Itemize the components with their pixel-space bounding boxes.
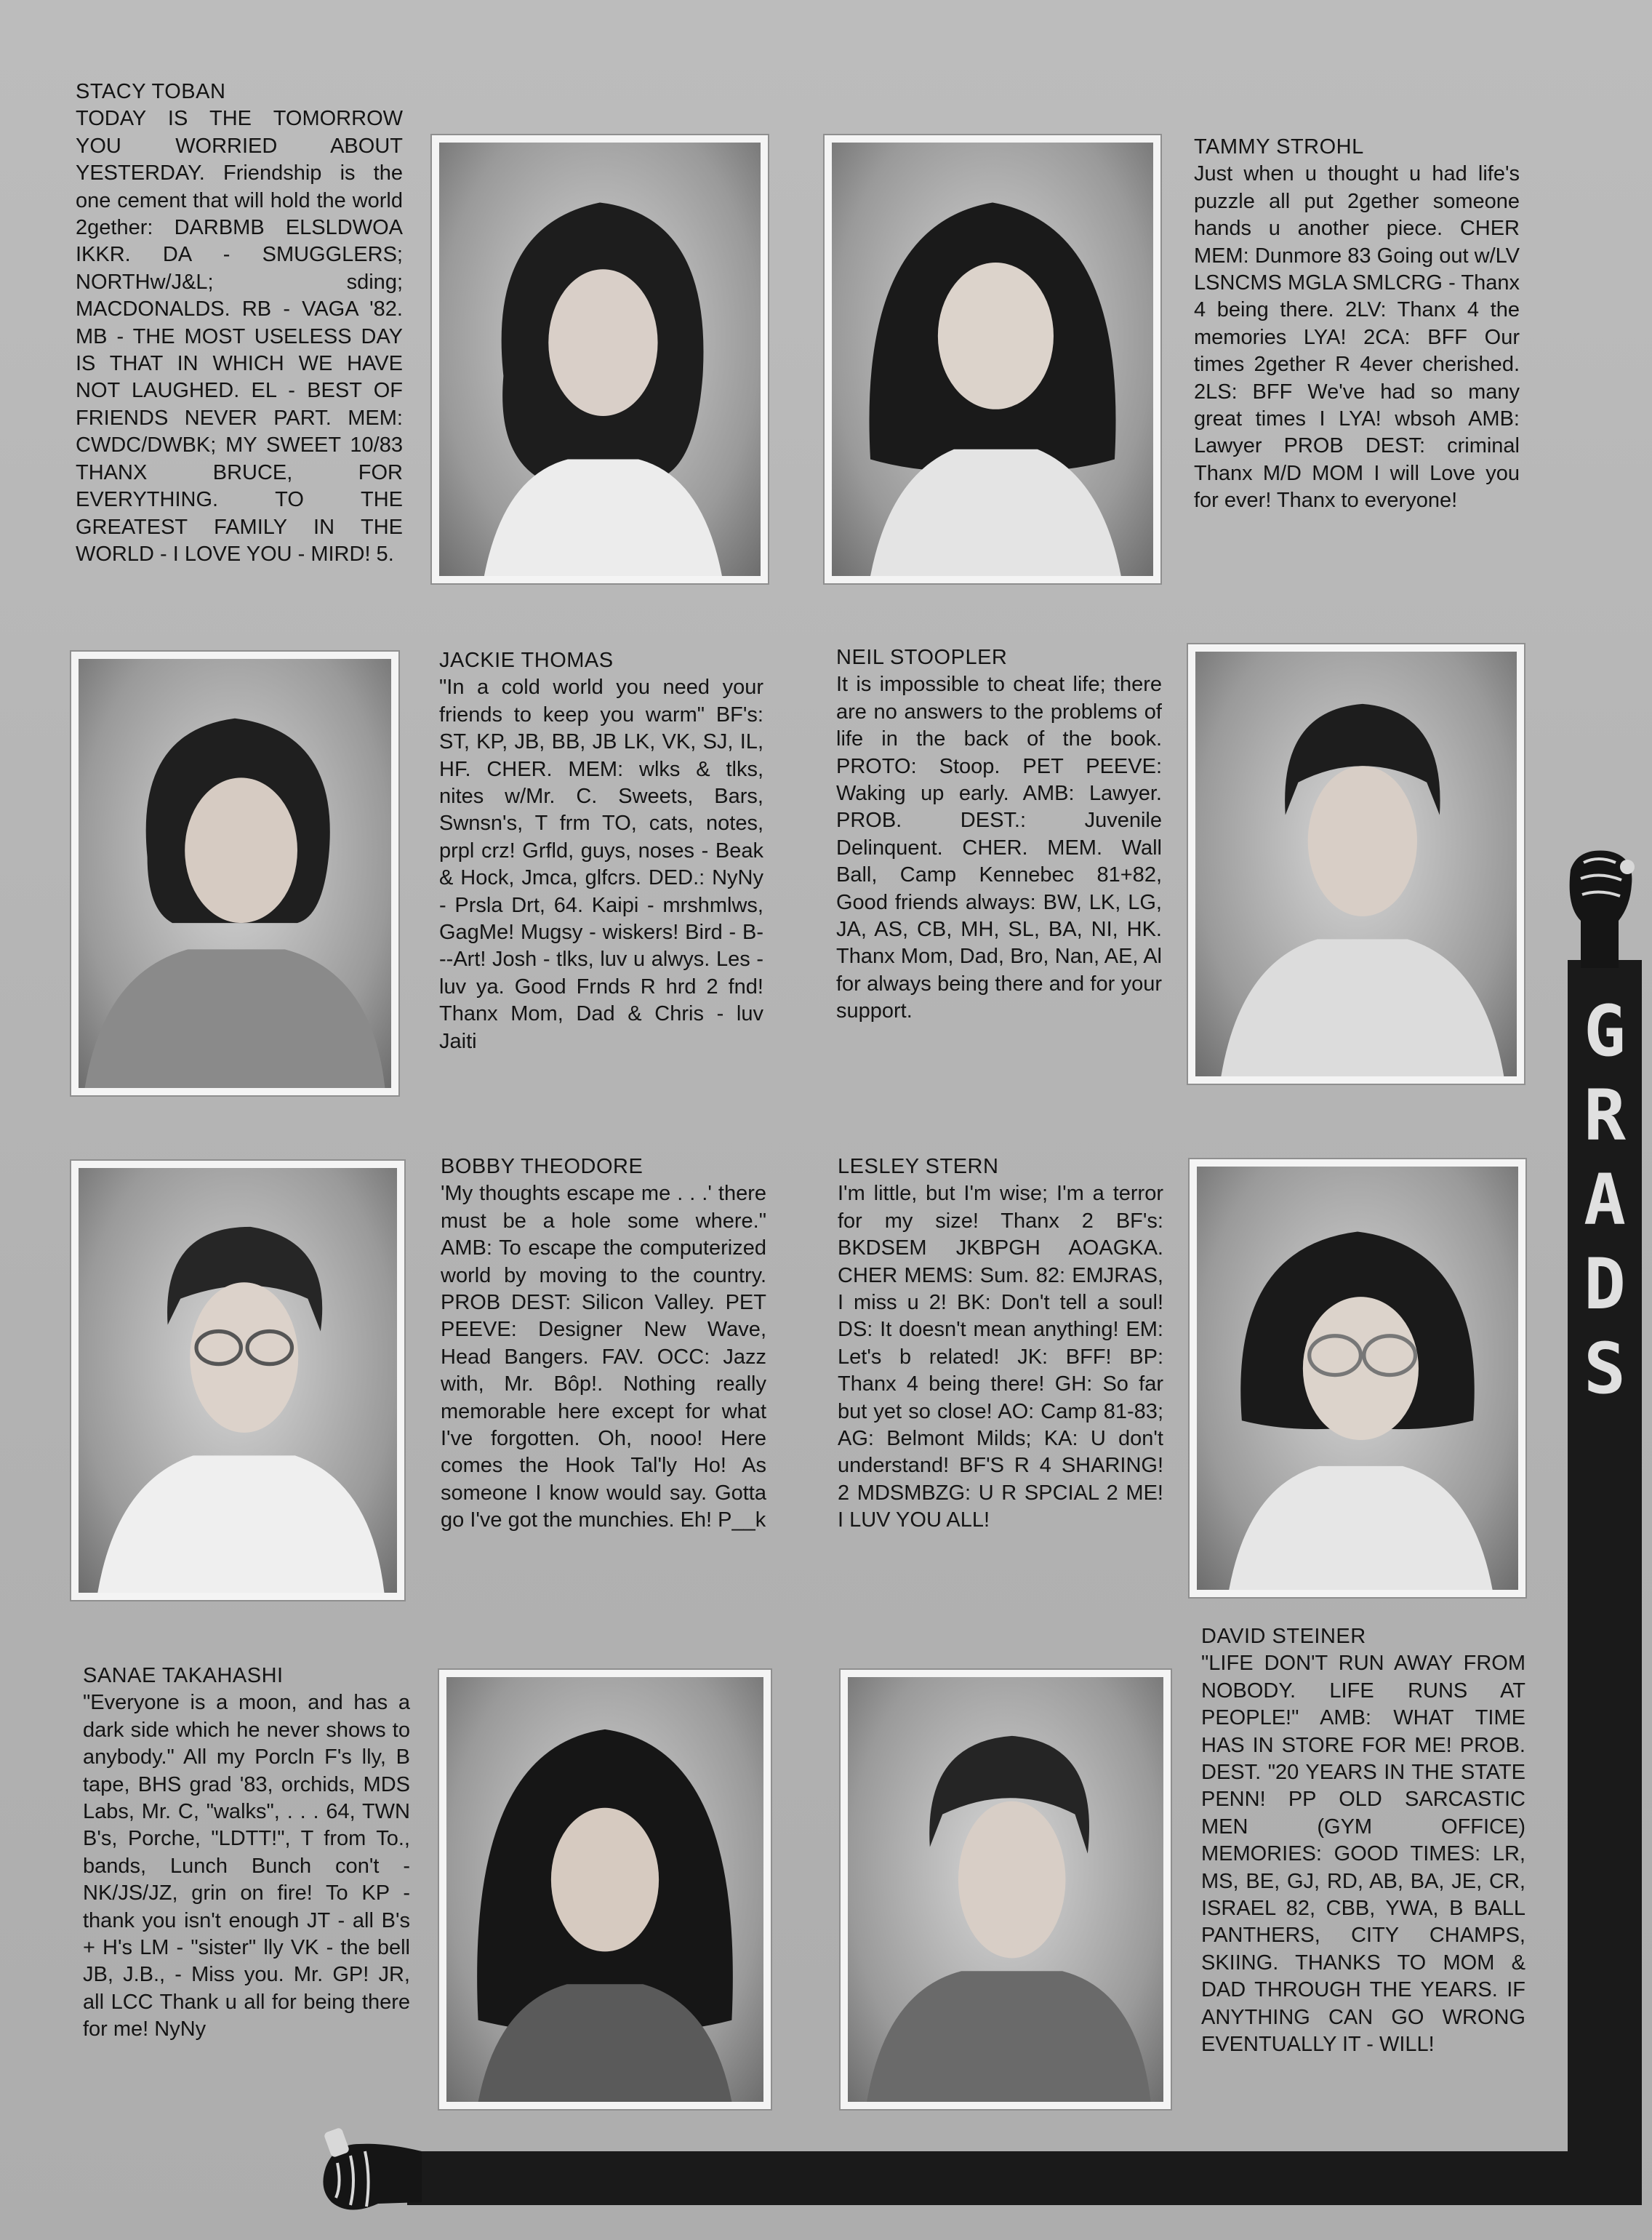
portrait-lesley-stern <box>1190 1159 1525 1597</box>
student-bio: TODAY IS THE TOMORROW YOU WORRIED ABOUT YESTERDAY. Friendship is the one cement that will hold the world 2gether: DARBMB ELSLDWOA IKKR. DA - SMUGGLERS; NORTHw/J&L; sding; MACDONALDS. RB - VAGA '82. MB - THE MOST USELESS DAY IS THAT IN WHICH WE HAVE NOT LAUGHED. EL - BEST OF FRIENDS NEVER PART. MEM: CWDC/DWBK; MY SWEET 10/83 THANX BRUCE, FOR EVERYTHING. TO THE GREATEST FAMILY IN THE WORLD - I LOVE YOU - MIRD! 5. <box>76 107 403 566</box>
student-name: DAVID STEINER <box>1201 1625 1366 1648</box>
student-bio: "In a cold world you need your friends to keep you warm" BF's: ST, KP, JB, BB, JB LK, VK, SJ, IL, HF. CHER. MEM: wlks & tlks, nites w/Mr. C. Sweets, Bars, Swnsn's, T frm TO, cats, notes, prpl crz! Grfld, guys, noses - Beak & Hock, Jmca, glfcrs. DED.: NyNy - Prsla Drt, 64. Kaipi - mrshmlws, GagMe! Mugsy - wiskers! Bird - B---Art! Josh - tlks, luv u alwys. Les - luv ya. Good Frnds R hrd 2 fnd! Thanx Mom, Dad & Chris - luv Jaiti <box>439 676 763 1053</box>
portrait-stacy-toban <box>432 135 768 583</box>
portrait-neil-stoopler <box>1188 644 1524 1084</box>
student-entry-bobby-theodore <box>441 1153 766 1535</box>
portrait-jackie-thomas <box>71 652 398 1095</box>
student-bio: "LIFE DON'T RUN AWAY FROM NOBODY. LIFE RUNS AT PEOPLE!" AMB: WHAT TIME HAS IN STORE FOR ME! PROB. DEST. "20 YEARS IN THE STATE PENN! PP OLD SARCASTIC MEN (GYM OFFICE) MEMORIES: GOOD TIMES: LR, MS, BE, GJ, RD, AB, BA, JE, CR, ISRAEL 82, CBB, YWA, B BALL PANTHERS, CITY CHAMPS, SKIING. THANKS TO MOM & DAD THROUGH THE YEARS. IF ANYTHING CAN GO WRONG EVENTUALLY IT - WILL! <box>1201 1652 1525 2057</box>
grads-banner-horizontal <box>407 2151 1642 2205</box>
banner-letter: G <box>1584 991 1626 1072</box>
student-entry-lesley-stern <box>838 1153 1163 1535</box>
student-entry-tammy-strohl <box>1194 134 1520 515</box>
student-entry-sanae-takahashi <box>83 1663 410 2044</box>
banner-letter: S <box>1584 1328 1626 1409</box>
portrait-sanae-takahashi <box>439 1670 771 2109</box>
student-name: NEIL STOOPLER <box>836 646 1008 669</box>
student-bio: "Everyone is a moon, and has a dark side which he never shows to anybody." All my Porcln F's lly, B tape, BHS grad '83, orchids, MDS Labs, Mr. C, "walks", . . . 64, TWN B's, Porche, "LDTT!", T from To., bands, Lunch Bunch con't - NK/JS/JZ, grin on fire! To KP - thank you isn't enough JT - all B's + H's LM - "sister" lly VK - the bell JB, J.B., - Miss you. Mr. GP! JR, all LCC Thank u all for being there for me! NyNy <box>83 1691 410 2041</box>
student-bio: I'm little, but I'm wise; I'm a terror for my size! Thanx 2 BF's: BKDSEM JKBPGH AOAGKA. CHER MEMS: Sum. 82: EMJRAS, I miss u 2! BK: Don't tell a soul! DS: It doesn't mean anything! EM: Let's b related! JK: BFF! BP: Thanx 4 being there! GH: So far but yet so close! AO: Camp 81-83; AG: Belmont Milds; KA: U don't understand! BF'S R 4 SHARING! 2 MDSMBZG: U R SPCIAL 2 ME! I LUV YOU ALL! <box>838 1182 1163 1532</box>
student-name: SANAE TAKAHASHI <box>83 1664 284 1687</box>
student-name: BOBBY THEODORE <box>441 1155 643 1178</box>
banner-letter: A <box>1584 1159 1626 1241</box>
banner-letter: R <box>1584 1075 1626 1156</box>
hand-icon <box>1549 841 1651 972</box>
portrait-tammy-strohl <box>825 135 1160 583</box>
student-bio: Just when u thought u had life's puzzle all put 2gether someone hands u another piece. CHER MEM: Dunmore 83 Going out w/LV LSNCMS MGLA SMLCRG - Thanx 4 being there. 2LV: Thanx 4 the memories LYA! 2CA: BFF Our times 2gether R 4ever cherished. 2LS: BFF We've had so many great times I LYA! wbsoh AMB: Lawyer PROB DEST: criminal Thanx M/D MOM I will Love you for ever! Thanx to everyone! <box>1194 162 1520 513</box>
portrait-david-steiner <box>841 1670 1171 2109</box>
student-bio: It is impossible to cheat life; there are no answers to the problems of life in the back of the book. PROTO: Stoop. PET PEEVE: Waking up early. AMB: Lawyer. PROB. DEST.: Juvenile Delinquent. CHER. MEM. Wall Ball, Camp Kennebec 81+82, Good friends always: BW, LK, LG, JA, AS, CB, MH, SL, BA, NI, HK. Thanx Mom, Dad, Bro, Nan, AE, Al for always being there and for your support. <box>836 673 1162 1023</box>
student-bio: 'My thoughts escape me . . .' there must be a hole some where." AMB: To escape the computerized world by moving to the country. PROB DEST: Silicon Valley. PET PEEVE: Designer New Wave, Head Bangers. FAV. OCC: Jazz with, Mr. Bôp!. Nothing really memorable here except for what I've forgotten. Oh, nooo! Here comes the Hook Tal'ly Ho! As someone I know would say. Gotta go I've got the munchies. Eh! P__k <box>441 1182 766 1532</box>
student-name: LESLEY STERN <box>838 1155 999 1178</box>
hand-icon <box>313 2122 429 2231</box>
student-name: TAMMY STROHL <box>1194 135 1364 159</box>
grads-banner-text <box>1568 989 1642 1411</box>
student-entry-jackie-thomas <box>439 647 763 1055</box>
student-entry-david-steiner <box>1201 1623 1525 2059</box>
banner-letter: D <box>1584 1244 1626 1325</box>
portrait-bobby-theodore <box>71 1161 404 1600</box>
student-entry-neil-stoopler <box>836 644 1162 1025</box>
student-name: STACY TOBAN <box>76 80 226 103</box>
student-entry-stacy-toban <box>76 79 403 568</box>
student-name: JACKIE THOMAS <box>439 649 614 672</box>
